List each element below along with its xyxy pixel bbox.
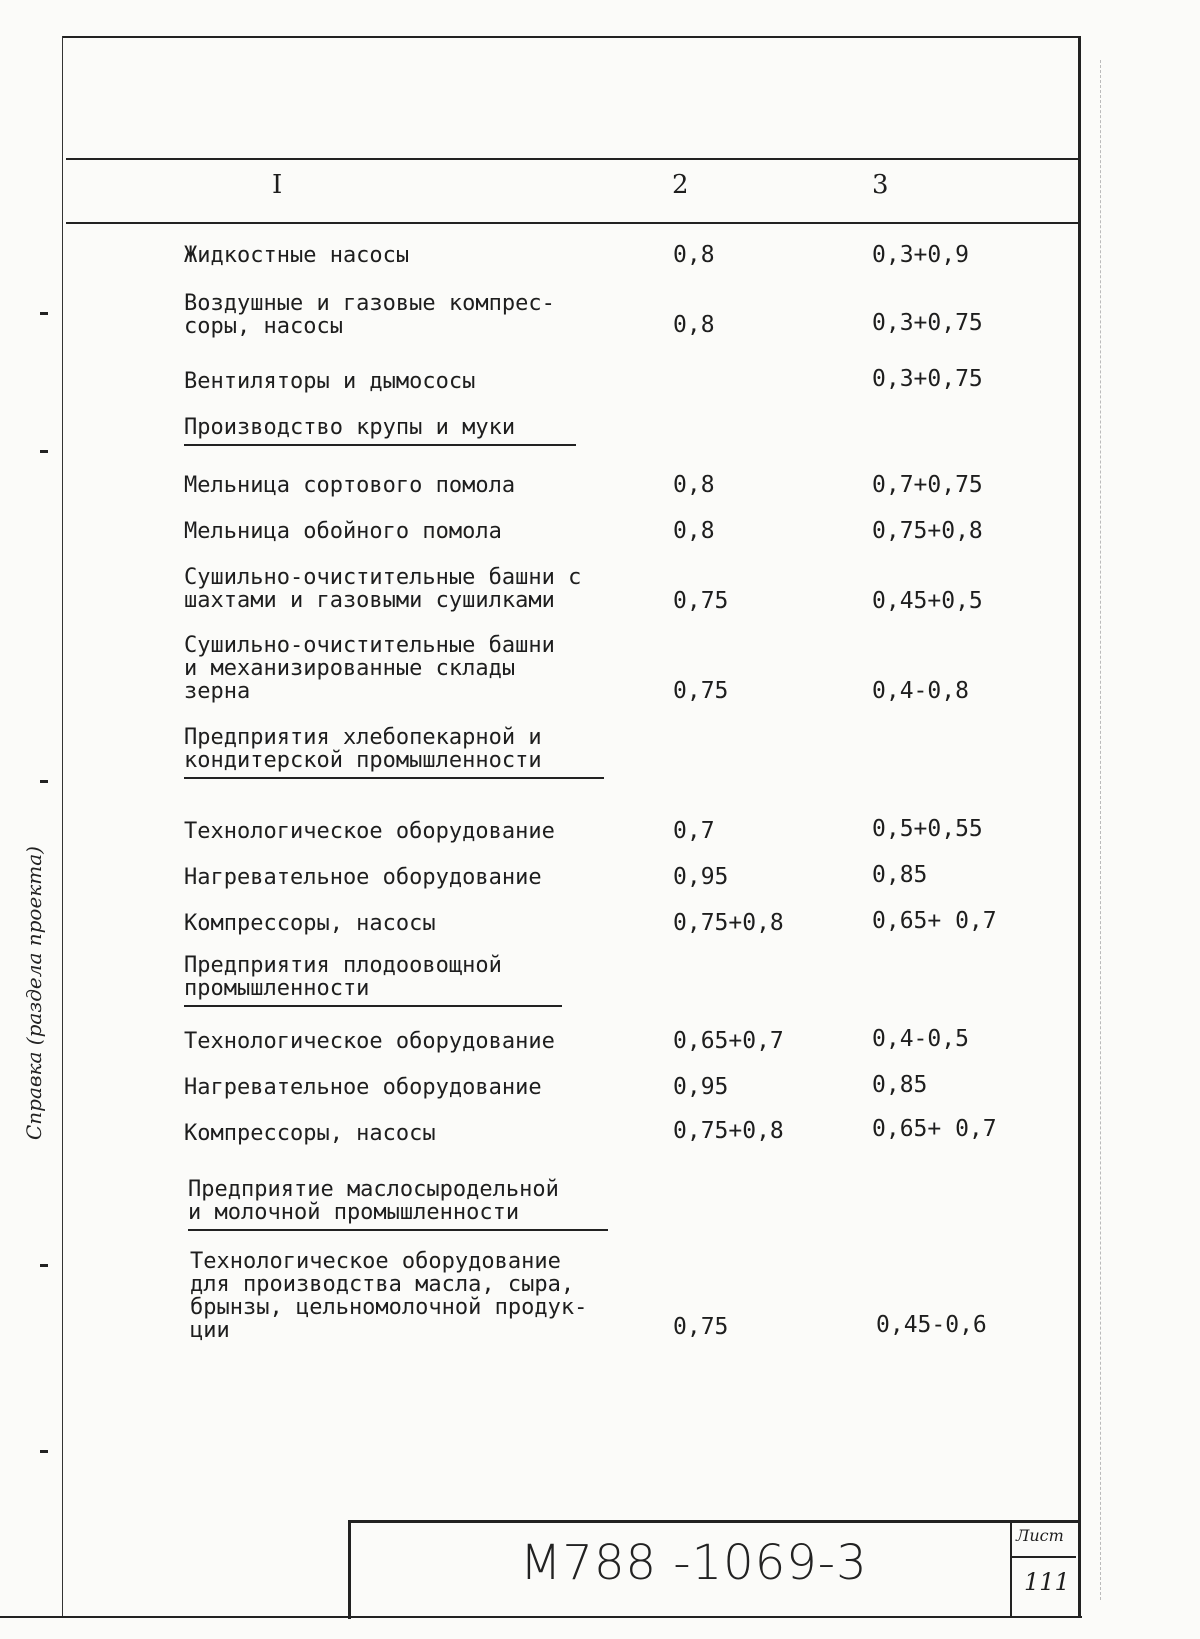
row-value-col3: 0,3+0,9 bbox=[872, 242, 969, 268]
row-value-col2: 0,95 bbox=[673, 864, 729, 890]
row-value-col2: 0,8 bbox=[673, 312, 715, 338]
side-tick-mark bbox=[40, 450, 48, 453]
row-value-col3: 0,7+0,75 bbox=[872, 472, 983, 498]
row-value-col2: 0,7 bbox=[673, 818, 715, 844]
frame-right-secondary-line bbox=[1100, 60, 1101, 1600]
row-value-col2: 0,65+0,7 bbox=[673, 1028, 784, 1054]
row-label: Технологическое оборудование bbox=[184, 819, 555, 844]
row-value-col2: 0,75+0,8 bbox=[673, 1118, 784, 1144]
row-value-col2: 0,8 bbox=[673, 472, 715, 498]
column-header-2: 2 bbox=[672, 170, 689, 200]
table-header-top-rule bbox=[66, 158, 1078, 160]
row-value-col3: 0,65+ 0,7 bbox=[872, 908, 997, 934]
row-label: Сушильно-очистительные башни с шахтами и газовыми сушилками bbox=[184, 565, 582, 613]
row-label: Нагревательное оборудование bbox=[184, 865, 542, 890]
row-value-col3: 0,4-0,5 bbox=[872, 1026, 969, 1052]
side-tick-mark bbox=[40, 1264, 48, 1267]
row-value-col2: 0,75 bbox=[673, 588, 729, 614]
row-label: Компрессоры, насосы bbox=[184, 1121, 436, 1146]
row-value-col3: 0,85 bbox=[872, 1072, 928, 1098]
section-heading: Предприятия плодоовощной промышленности bbox=[184, 954, 562, 1007]
side-tick-mark bbox=[40, 312, 48, 315]
row-value-col3: 0,85 bbox=[872, 862, 928, 888]
sheet-box-divider bbox=[1010, 1556, 1076, 1558]
frame-right-line bbox=[1078, 36, 1081, 1618]
section-heading: Предприятие маслосыродельной и молочной промышленности bbox=[188, 1178, 608, 1231]
row-label: Технологическое оборудование для производства масла, сыра, брынзы, цельномолочной продук- ции bbox=[190, 1249, 588, 1343]
column-header-3: 3 bbox=[872, 170, 889, 200]
row-value-col3: 0,65+ 0,7 bbox=[872, 1116, 997, 1142]
row-label: Компрессоры, насосы bbox=[184, 911, 436, 936]
row-label: Воздушные и газовые компрес- соры, насосы bbox=[184, 291, 555, 339]
row-value-col2: 0,75 bbox=[673, 678, 729, 704]
row-value-col3: 0,75+0,8 bbox=[872, 518, 983, 544]
row-label: Нагревательное оборудование bbox=[184, 1075, 542, 1100]
row-value-col3: 0,45+0,5 bbox=[872, 588, 983, 614]
side-tick-mark bbox=[40, 1450, 48, 1453]
frame-left-line bbox=[62, 36, 63, 1616]
side-margin-text: Справка (раздела проекта) bbox=[22, 846, 46, 1140]
frame-top-line bbox=[62, 36, 1080, 38]
row-label: Мельница обойного помола bbox=[184, 519, 502, 544]
row-value-col3: 0,4-0,8 bbox=[872, 678, 969, 704]
row-value-col3: 0,45-0,6 bbox=[876, 1312, 987, 1338]
row-value-col2: 0,8 bbox=[673, 518, 715, 544]
column-header-1: I bbox=[272, 170, 283, 200]
row-label: Сушильно-очистительные башни и механизированные склады зерна bbox=[184, 633, 555, 704]
section-heading: Производство крупы и муки bbox=[184, 416, 576, 446]
row-label: Жидкостные насосы bbox=[184, 243, 410, 268]
row-value-col2: 0,75+0,8 bbox=[673, 910, 784, 936]
sheet-number: 111 bbox=[1024, 1568, 1070, 1596]
row-value-col2: 0,8 bbox=[673, 242, 715, 268]
section-heading: Предприятия хлебопекарной и кондитерской промышленности bbox=[184, 726, 604, 779]
row-value-col3: 0,5+0,55 bbox=[872, 816, 983, 842]
row-value-col2: 0,95 bbox=[673, 1074, 729, 1100]
row-value-col2: 0,75 bbox=[673, 1314, 729, 1340]
row-value-col3: 0,3+0,75 bbox=[872, 366, 983, 392]
row-label: Мельница сортового помола bbox=[184, 473, 516, 498]
document-code: M788 -1069-3 bbox=[520, 1535, 868, 1591]
side-tick-mark bbox=[40, 780, 48, 783]
row-label: Технологическое оборудование bbox=[184, 1029, 555, 1054]
sheet-label: Лист bbox=[1016, 1526, 1064, 1545]
row-label: Вентиляторы и дымососы bbox=[184, 369, 476, 394]
table-header-bottom-rule bbox=[66, 222, 1078, 224]
row-value-col3: 0,3+0,75 bbox=[872, 310, 983, 336]
